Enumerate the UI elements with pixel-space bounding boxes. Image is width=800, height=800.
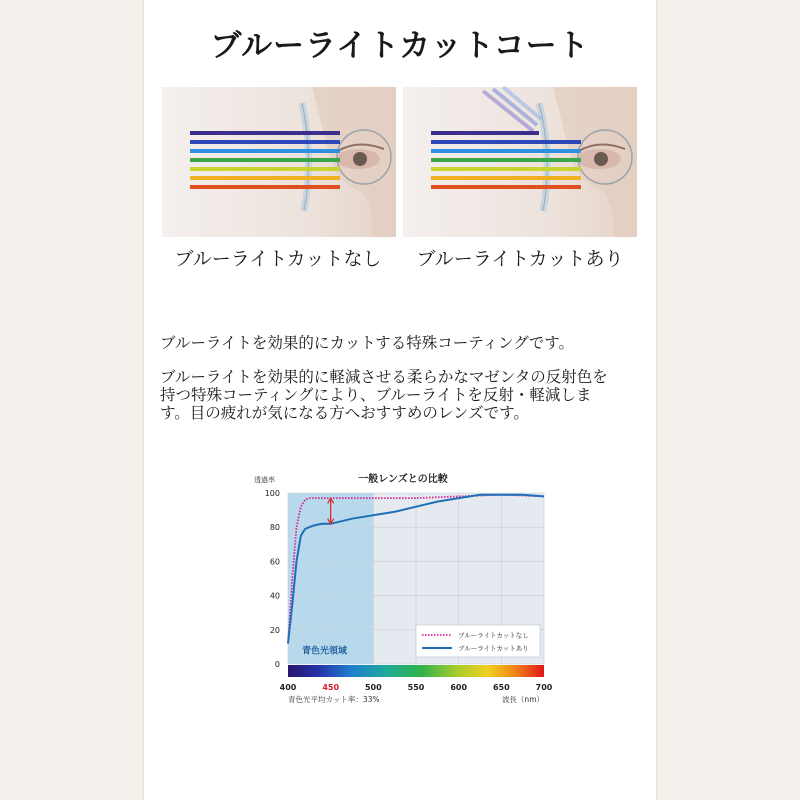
x-tick-label: 700 <box>535 683 553 692</box>
description-text <box>160 368 650 422</box>
description-line: ブルーライトを効果的に軽減させる柔らかなマゼンタの反射色を <box>160 368 608 386</box>
region-label: 青色光領域 <box>302 646 348 657</box>
x-axis-label: 波長（nm） <box>501 695 544 704</box>
legend <box>416 625 540 657</box>
chart-title: 一般レンズとの比較 <box>358 474 448 485</box>
spectrum-bar <box>288 665 544 677</box>
caption-without-cut: ブルーライトカットなし <box>174 248 382 270</box>
x-tick-label: 550 <box>407 683 425 692</box>
intro-text: ブルーライトを効果的にカットする特殊コーティングです。 <box>160 334 575 352</box>
x-tick-label: 400 <box>279 683 297 692</box>
page-title: ブルーライトカットコート <box>210 28 590 64</box>
x-tick-label: 500 <box>364 683 382 692</box>
y-tick-label: 80 <box>269 523 280 533</box>
x-tick-label: 450 <box>322 683 340 692</box>
description-line: す。目の疲れが気になる方へおすすめのレンズです。 <box>160 404 529 422</box>
caption-with-cut: ブルーライトカットあり <box>416 248 624 270</box>
x-tick-label: 650 <box>492 683 510 692</box>
y-tick-label: 100 <box>264 489 280 498</box>
left-frame-border <box>0 0 144 800</box>
legend-label: ブルーライトカットあり <box>458 644 529 653</box>
cut-rate-footnote: 青色光平均カット率：33% <box>288 695 380 704</box>
right-frame-border <box>656 0 800 800</box>
product-panel <box>144 0 656 800</box>
y-tick-label: 20 <box>269 625 280 635</box>
legend-label: ブルーライトカットなし <box>458 631 529 640</box>
chart-svg <box>250 465 553 710</box>
y-axis-label: 透過率 <box>254 476 275 484</box>
transmittance-chart <box>250 465 553 710</box>
y-tick-label: 40 <box>269 591 280 601</box>
photo-with-cut <box>403 87 637 237</box>
y-tick-label: 0 <box>274 660 280 669</box>
photo-without-cut <box>162 87 396 237</box>
x-tick-label: 600 <box>450 683 468 692</box>
description-line: 持つ特殊コーティングにより、ブルーライトを反射・軽減しま <box>160 386 592 404</box>
y-tick-label: 60 <box>269 557 280 567</box>
